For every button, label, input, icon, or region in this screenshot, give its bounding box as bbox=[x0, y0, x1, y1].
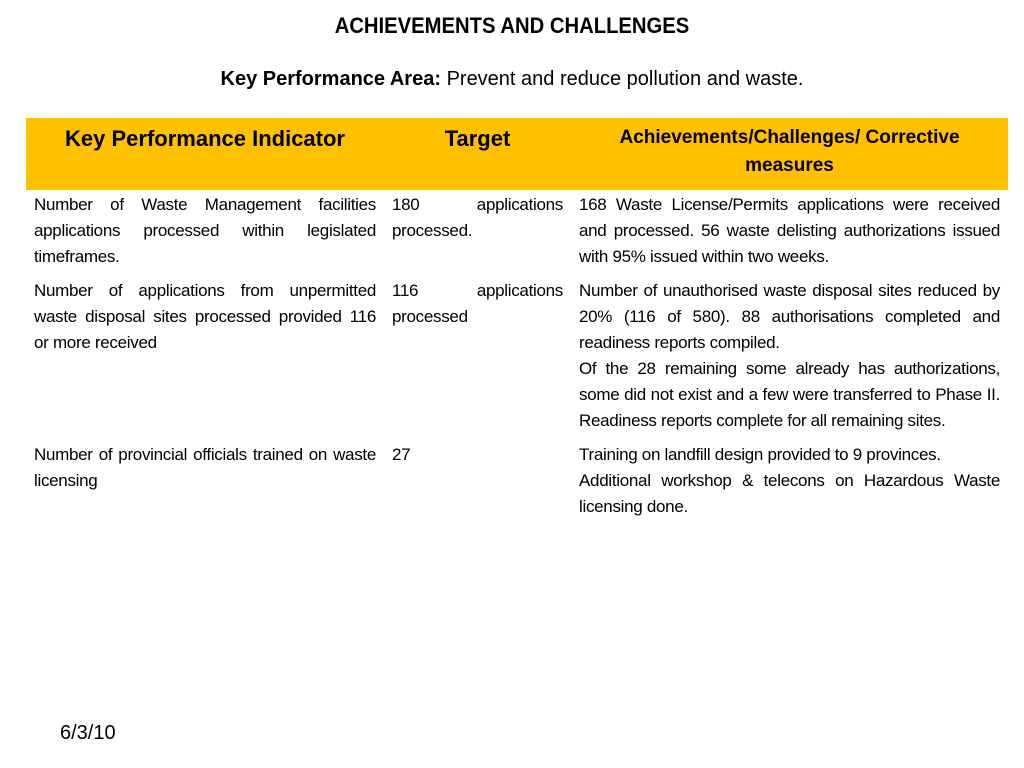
cell-kpi: Number of applications from unpermitted waste disposal sites processed provided 116 or more received bbox=[34, 281, 376, 352]
kpa-label: Key Performance Area: bbox=[220, 68, 441, 90]
achievement-paragraph: 168 Waste License/Permits applications were received and processed. 56 waste delisting authorizations issued with 95% issued within two weeks. bbox=[579, 195, 1000, 266]
header-achievements: Achievements/Challenges/ Corrective measures bbox=[571, 118, 1008, 190]
kpa-text: Prevent and reduce pollution and waste. bbox=[446, 68, 804, 90]
table-row bbox=[26, 276, 1008, 440]
table-row bbox=[26, 440, 1008, 526]
achievement-paragraph: Of the 28 remaining some already has authorizations, some did not exist and a few were transferred to Phase II. Readiness reports complete for all remaining sites. bbox=[579, 359, 1000, 430]
footer-date: 6/3/10 bbox=[60, 722, 116, 744]
cell-kpi: Number of Waste Management facilities applications processed within legislated timeframes. bbox=[34, 195, 376, 266]
cell-target: 180 applications processed. bbox=[392, 195, 563, 240]
table-row bbox=[26, 190, 1008, 276]
slide-title: ACHIEVEMENTS AND CHALLENGES bbox=[334, 13, 690, 38]
kpi-table bbox=[26, 118, 1008, 526]
cell-target: 116 applications processed bbox=[392, 281, 563, 326]
header-kpi: Key Performance Indicator bbox=[26, 118, 384, 190]
slide-subtitle bbox=[0, 64, 1024, 94]
cell-target: 27 bbox=[392, 445, 411, 464]
cell-achievements bbox=[571, 440, 1008, 526]
table-header-row bbox=[26, 118, 1008, 190]
cell-kpi: Number of provincial officials trained on waste licensing bbox=[34, 445, 376, 490]
cell-achievements bbox=[571, 190, 1008, 276]
achievement-paragraph: Number of unauthorised waste disposal sites reduced by 20% (116 of 580). 88 authorisations completed and readiness reports compiled. bbox=[579, 281, 1000, 352]
cell-achievements bbox=[571, 276, 1008, 440]
header-target: Target bbox=[384, 118, 571, 190]
achievement-paragraph: Additional workshop & telecons on Hazardous Waste licensing done. bbox=[579, 471, 1000, 516]
achievement-paragraph: Training on landfill design provided to 9 provinces. bbox=[579, 445, 941, 464]
